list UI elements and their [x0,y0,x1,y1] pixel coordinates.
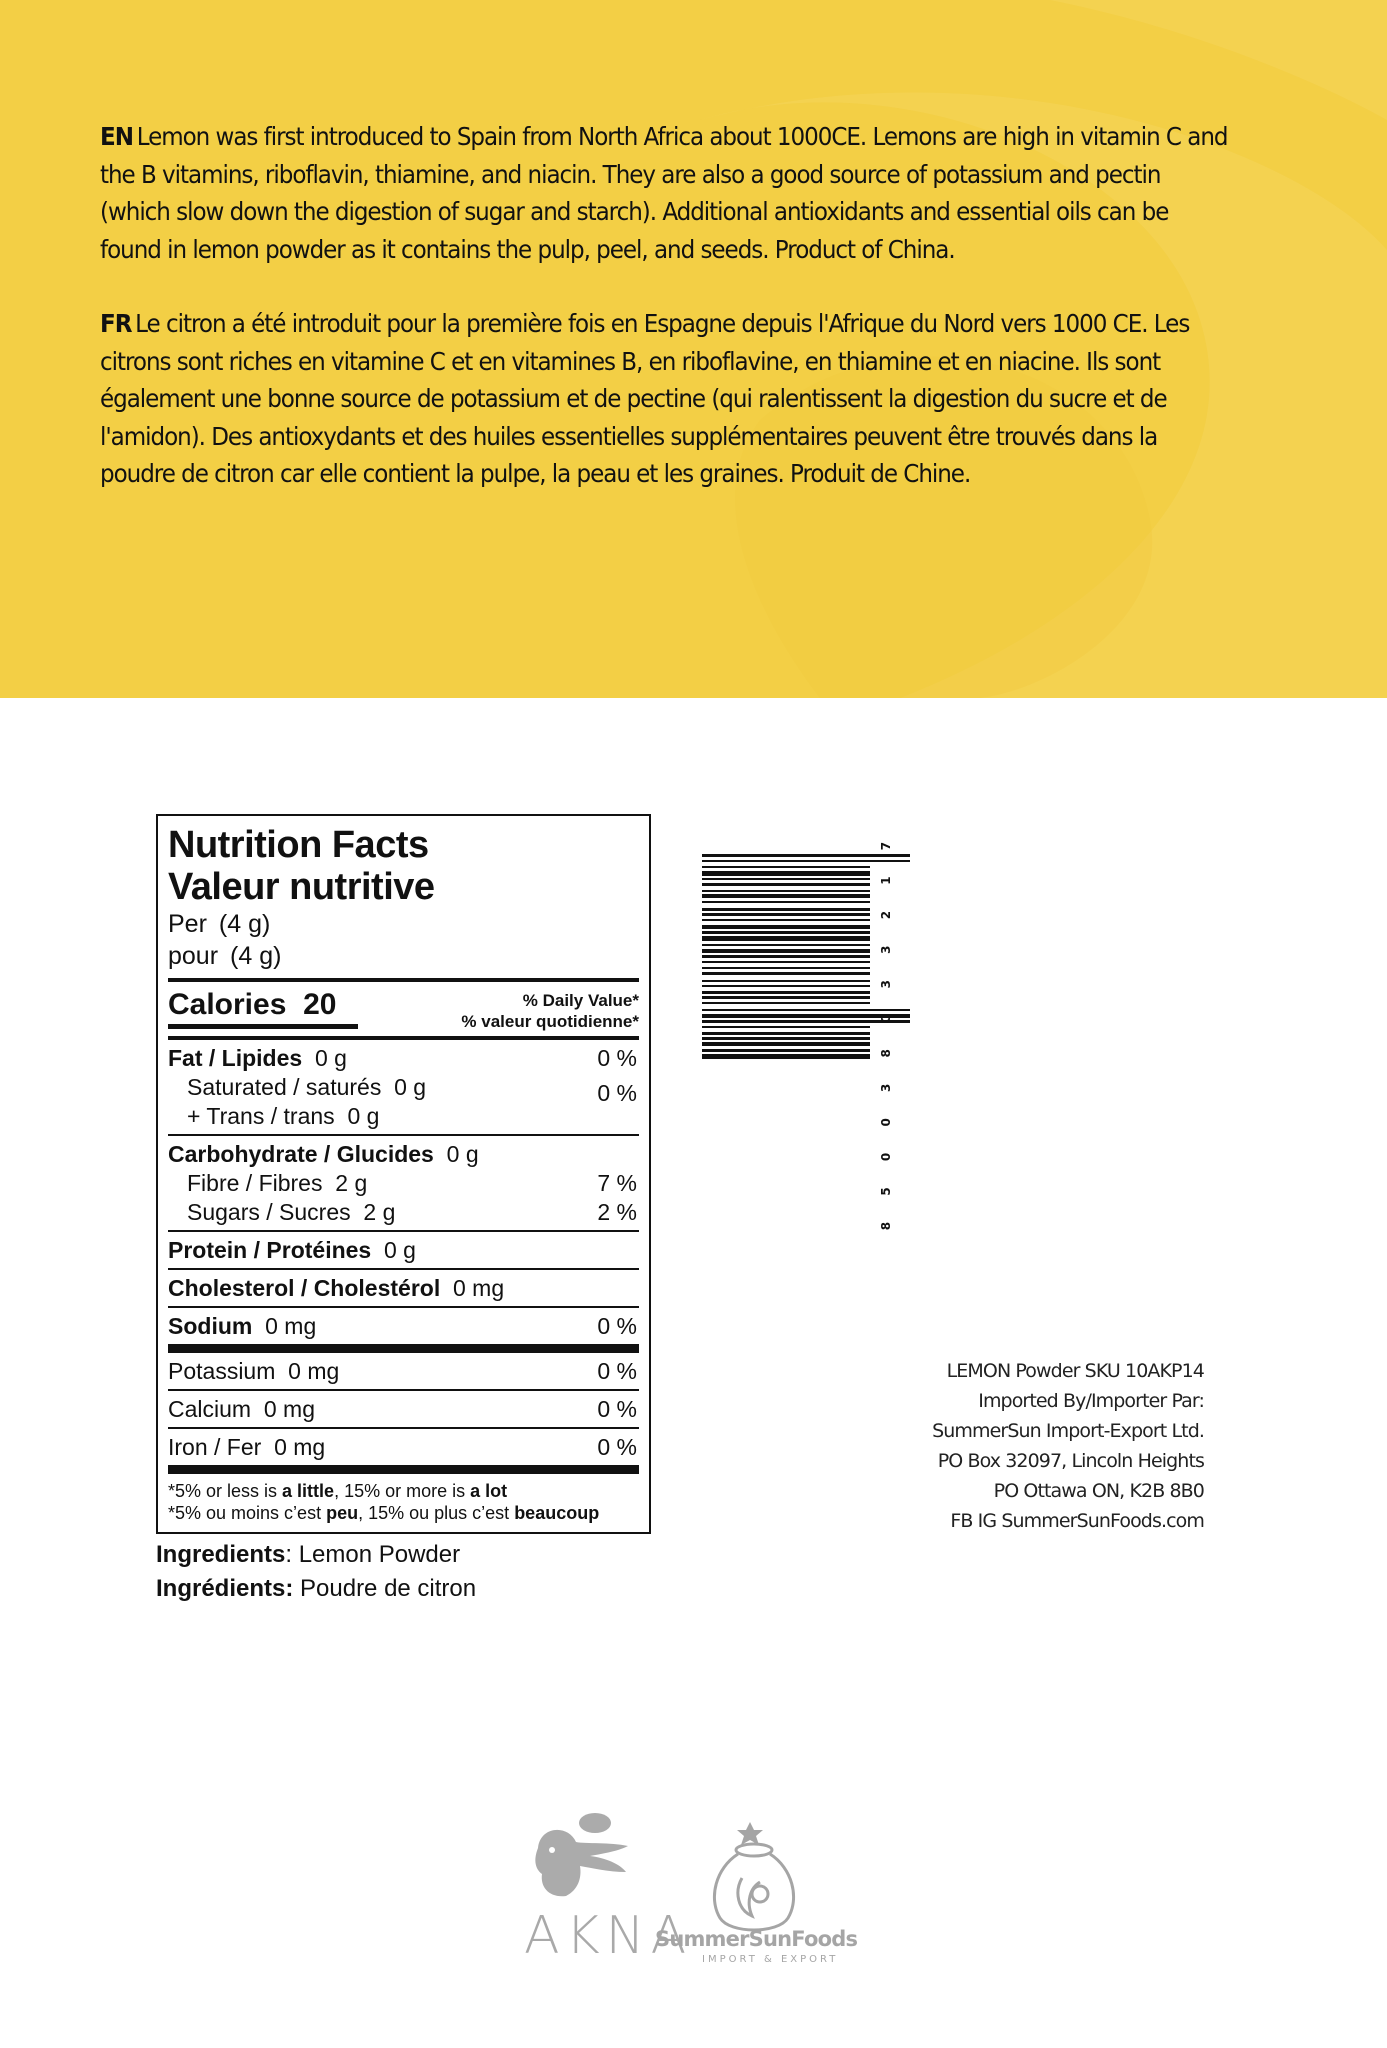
description-fr [100,305,1228,493]
potassium-row [168,1357,639,1386]
barcode-bar [702,1042,870,1046]
barcode-bar [702,972,870,975]
serving-value-en: (4 g) [218,910,271,938]
footnote-en-bold: a lot [470,1481,508,1501]
sugars-row [168,1198,639,1227]
saturated-pct: 0 % [597,1080,637,1106]
daily-value-header [461,990,639,1032]
barcode-bar [702,901,870,903]
barcode-bar [702,913,870,916]
barcode-bar [702,991,870,994]
sodium-row [168,1312,639,1341]
divider-thick [168,1344,639,1353]
footnote-fr-part: , 15% ou plus c’est [358,1503,515,1523]
divider-thick [168,1465,639,1474]
saturated-label: Saturated / saturés [187,1074,382,1100]
barcode-bar [702,936,870,941]
trans-row [168,1102,639,1131]
saturated-row [168,1073,639,1106]
barcode-digit: 3 [879,945,893,954]
ingredients-en [156,1538,476,1572]
barcode-bar [702,860,910,862]
serving-size-fr [168,940,639,972]
barcode-digit: 2 [879,910,893,920]
ingredients [156,1538,476,1606]
calcium-amount: 0 mg [263,1396,315,1422]
serving-value-fr: (4 g) [230,942,282,970]
barcode-digit: 0 [879,1014,893,1023]
trans-label: + Trans / trans [187,1103,335,1129]
trans-amount: 0 g [347,1103,380,1129]
fat-label: Fat / Lipides [168,1045,303,1071]
serving-label-en: Per [168,910,207,938]
imported-by-line: Imported By/Importer Par: [978,1390,1204,1412]
lang-code-en: EN [100,122,133,151]
barcode-digit: 3 [879,1083,893,1092]
ingredients-en-value: : Lemon Powder [285,1541,461,1568]
cholesterol-label: Cholesterol / Cholestérol [168,1275,441,1301]
barcode-digit: 1 [879,876,893,885]
protein-label: Protein / Protéines [168,1237,372,1263]
barcode-bar [702,961,870,963]
calcium-label: Calcium [168,1396,252,1422]
serving-size-en [168,908,639,940]
saturated-amount: 0 g [394,1074,427,1100]
fat-pct: 0 % [597,1045,637,1071]
barcode-digit: 3 [879,980,893,989]
footnote-fr-bold: peu [326,1503,359,1523]
barcode-digit: 0 [879,1152,893,1162]
calcium-pct: 0 % [597,1396,637,1422]
carbohydrate-block [168,1136,639,1230]
fat-row [168,1044,639,1073]
potassium-pct: 0 % [597,1358,637,1384]
ingredients-fr [156,1572,476,1606]
iron-amount: 0 mg [274,1434,326,1460]
barcode-bar [702,883,870,886]
footnote-en-bold: a little [282,1481,335,1501]
city-line: PO Ottawa ON, K2B 8B0 [993,1480,1204,1502]
barcode-digit: 7 [879,841,893,851]
po-box-line: PO Box 32097, Lincoln Heights [937,1450,1204,1472]
footnote-en-part: *5% or less is [168,1481,283,1501]
calcium-block [168,1391,639,1427]
protein-amount: 0 g [384,1237,416,1263]
sku-line: LEMON Powder SKU 10AKP14 [946,1360,1204,1382]
calories-value: 20 [303,988,337,1021]
barcode-bar [702,866,870,868]
barcode-bar [702,919,870,921]
barcode-bar [702,1037,870,1040]
fibre-label: Fibre / Fibres [187,1170,323,1196]
sodium-label: Sodium [168,1313,253,1339]
iron-pct: 0 % [597,1434,637,1460]
sodium-pct: 0 % [597,1313,637,1339]
barcode-digit: 8 [879,1049,893,1058]
protein-block [168,1232,639,1268]
product-description-band [0,0,1387,698]
description-fr-text: Le citron a été introduit pour la première fois en Espagne depuis l'Afrique du Nord vers 1000 CE. Les citrons sont riches en vitamine C et en vitamines B, en riboflavine, en thiamine et en niacine. Ils sont également une bonne source de potassium et de pectine (qui ralentissent la digestion du sucre et de l'amidon). Des antioxydants et des huiles essentielles supplémentaires peuvent être trouvés dans la poudre de citron car elle contient la pulpe, la peau et les graines. Produit de Chine. [100,309,1190,488]
nutrition-title-en: Nutrition Facts [168,824,429,866]
nutrition-title-fr: Valeur nutritive [168,866,435,908]
carbohydrate-amount: 0 g [446,1141,479,1167]
sugars-label: Sugars / Sucres [187,1199,351,1225]
barcode-bar [702,894,870,898]
social-website-line: FB IG SummerSunFoods.com [950,1510,1204,1532]
barcode-bar [702,996,870,999]
ingredients-fr-value: Poudre de citron [293,1575,477,1602]
cholesterol-block [168,1270,639,1306]
barcode-digit: 5 [879,1187,893,1196]
fat-block [168,1040,639,1134]
daily-value-fr: % valeur quotidienne* [461,1012,639,1031]
fibre-amount: 2 g [335,1170,368,1196]
barcode [700,828,910,1238]
calories-label: Calories [168,988,287,1021]
calories-underline [168,1024,358,1029]
company-name: SummerSun Import-Export Ltd. [932,1420,1204,1442]
nutrition-facts-table [156,814,651,1534]
iron-block [168,1429,639,1465]
barcode-bar [702,1054,870,1059]
sodium-block [168,1308,639,1344]
carbohydrate-row [168,1140,639,1169]
barcode-digit: 8 [879,1221,893,1231]
footnote-fr-part: *5% ou moins c’est [168,1503,327,1523]
barcode-bar [702,878,870,880]
calcium-row [168,1395,639,1424]
footnote-en-part: , 15% or more is [334,1481,471,1501]
calories [168,988,336,1022]
description-en-text: Lemon was first introduced to Spain from North Africa about 1000CE. Lemons are high in vitamin C and the B vitamins, riboflavin, thiamine, and niacin. They are also a good source of potassium and pectin (which slow down the digestion of sugar and starch). Additional antioxidants and essential oils can be found in lemon powder as it contains the pulp, peel, and seeds. Product of China. [100,122,1228,264]
barcode-digit: 0 [879,1118,893,1127]
barcode-bar [702,980,870,982]
akna-wordmark: AKNA [524,1906,693,1966]
barcode-bar [702,1009,910,1011]
serving-label-fr: pour [168,942,219,970]
fibre-pct: 7 % [597,1170,637,1196]
sodium-amount: 0 mg [265,1313,317,1339]
barcode-bar [702,967,870,969]
fat-amount: 0 g [314,1045,347,1071]
potassium-block [168,1353,639,1389]
barcode-bar [702,1026,870,1028]
barcode-bar [702,890,870,892]
barcode-bar [702,949,870,953]
ingredients-fr-label: Ingrédients: [156,1575,294,1602]
cholesterol-row [168,1274,639,1303]
footnote [168,1474,639,1524]
cholesterol-amount: 0 mg [453,1275,505,1301]
akna-bird-icon [535,1813,628,1896]
barcode-bar [702,944,870,946]
calories-row [168,982,639,1036]
sugars-amount: 2 g [363,1199,396,1225]
barcode-bar [702,908,870,911]
barcode-bar [702,871,870,876]
barcode-bar [702,931,870,934]
carbohydrate-label: Carbohydrate / Glucides [168,1141,434,1167]
barcode-digits [879,842,893,1230]
lang-code-fr: FR [100,309,132,338]
protein-row [168,1236,639,1265]
footnote-en [168,1480,639,1502]
iron-row [168,1433,639,1462]
description-en [100,118,1228,268]
potassium-label: Potassium [168,1358,276,1384]
barcode-bar [702,1032,870,1035]
fibre-row [168,1169,639,1198]
barcode-bar [702,955,870,958]
sugars-pct: 2 % [597,1199,637,1225]
barcode-bar [702,1049,870,1052]
importer-info [932,1356,1204,1536]
barcode-bar [702,985,870,987]
barcode-bar [702,1002,870,1004]
daily-value-en: % Daily Value* [522,991,639,1010]
footnote-fr-bold: beaucoup [514,1503,600,1523]
summersun-tagline: IMPORT & EXPORT [702,1954,839,1965]
barcode-bar [702,854,910,857]
iron-label: Iron / Fer [168,1434,262,1460]
footnote-fr [168,1502,639,1524]
potassium-amount: 0 mg [288,1358,340,1384]
summersun-sack-icon [714,1822,793,1930]
summersun-wordmark: SummerSunFoods [655,1927,858,1951]
ingredients-en-label: Ingredients [156,1541,286,1568]
barcode-bar [702,925,870,929]
